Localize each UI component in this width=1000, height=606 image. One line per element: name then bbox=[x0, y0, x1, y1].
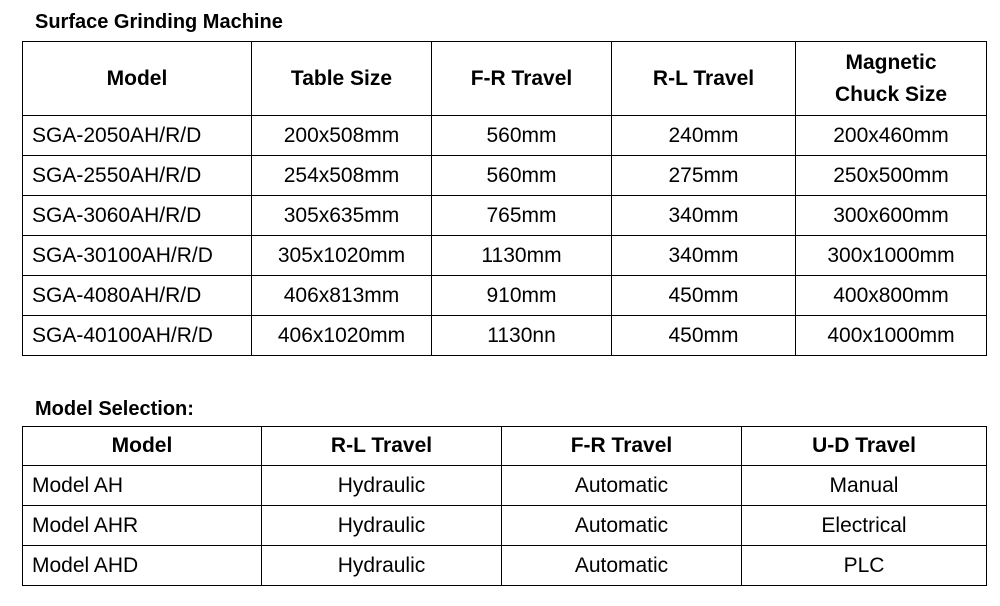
header-model: Model bbox=[23, 427, 262, 466]
header-fr-travel: F-R Travel bbox=[502, 427, 742, 466]
table-row bbox=[23, 116, 987, 156]
cell-model: Model AHD bbox=[23, 546, 262, 586]
cell-chuck-size: 200x460mm bbox=[796, 116, 987, 156]
cell-model: SGA-2550AH/R/D bbox=[23, 156, 252, 196]
cell-rl-travel: 240mm bbox=[612, 116, 796, 156]
table-row bbox=[23, 236, 987, 276]
table-header-row bbox=[23, 427, 987, 466]
cell-model: SGA-4080AH/R/D bbox=[23, 276, 252, 316]
cell-chuck-size: 300x1000mm bbox=[796, 236, 987, 276]
header-table-size: Table Size bbox=[252, 42, 432, 116]
header-rl-travel: R-L Travel bbox=[262, 427, 502, 466]
cell-chuck-size: 400x800mm bbox=[796, 276, 987, 316]
cell-model: SGA-30100AH/R/D bbox=[23, 236, 252, 276]
cell-table-size: 305x1020mm bbox=[252, 236, 432, 276]
cell-fr-travel: Automatic bbox=[502, 466, 742, 506]
cell-fr-travel: 1130nn bbox=[432, 316, 612, 356]
surface-grinding-table bbox=[22, 41, 987, 356]
cell-chuck-size: 300x600mm bbox=[796, 196, 987, 236]
table-row bbox=[23, 546, 987, 586]
header-fr-travel: F-R Travel bbox=[432, 42, 612, 116]
header-model: Model bbox=[23, 42, 252, 116]
cell-fr-travel: 560mm bbox=[432, 156, 612, 196]
cell-model: SGA-40100AH/R/D bbox=[23, 316, 252, 356]
model-selection-title: Model Selection: bbox=[35, 398, 194, 420]
cell-table-size: 406x1020mm bbox=[252, 316, 432, 356]
cell-fr-travel: 765mm bbox=[432, 196, 612, 236]
header-chuck-line2: Chuck Size bbox=[834, 82, 948, 106]
cell-rl-travel: Hydraulic bbox=[262, 466, 502, 506]
table-row bbox=[23, 196, 987, 236]
table-row bbox=[23, 276, 987, 316]
cell-ud-travel: PLC bbox=[742, 546, 987, 586]
cell-rl-travel: 340mm bbox=[612, 236, 796, 276]
header-rl-travel: R-L Travel bbox=[612, 42, 796, 116]
cell-model: Model AHR bbox=[23, 506, 262, 546]
cell-table-size: 254x508mm bbox=[252, 156, 432, 196]
cell-model: Model AH bbox=[23, 466, 262, 506]
table-row bbox=[23, 316, 987, 356]
cell-table-size: 406x813mm bbox=[252, 276, 432, 316]
cell-chuck-size: 400x1000mm bbox=[796, 316, 987, 356]
header-chuck-line1: Magnetic bbox=[845, 50, 937, 74]
header-magnetic-chuck-size bbox=[796, 42, 987, 116]
cell-rl-travel: 450mm bbox=[612, 316, 796, 356]
cell-table-size: 305x635mm bbox=[252, 196, 432, 236]
cell-chuck-size: 250x500mm bbox=[796, 156, 987, 196]
cell-fr-travel: 560mm bbox=[432, 116, 612, 156]
cell-rl-travel: 450mm bbox=[612, 276, 796, 316]
cell-rl-travel: 340mm bbox=[612, 196, 796, 236]
surface-grinding-title: Surface Grinding Machine bbox=[35, 11, 283, 33]
cell-table-size: 200x508mm bbox=[252, 116, 432, 156]
cell-fr-travel: Automatic bbox=[502, 546, 742, 586]
cell-fr-travel: 910mm bbox=[432, 276, 612, 316]
model-selection-table bbox=[22, 426, 987, 586]
cell-ud-travel: Manual bbox=[742, 466, 987, 506]
cell-rl-travel: Hydraulic bbox=[262, 546, 502, 586]
cell-rl-travel: 275mm bbox=[612, 156, 796, 196]
table-row bbox=[23, 506, 987, 546]
table-row bbox=[23, 466, 987, 506]
cell-ud-travel: Electrical bbox=[742, 506, 987, 546]
cell-fr-travel: 1130mm bbox=[432, 236, 612, 276]
cell-model: SGA-2050AH/R/D bbox=[23, 116, 252, 156]
cell-fr-travel: Automatic bbox=[502, 506, 742, 546]
cell-model: SGA-3060AH/R/D bbox=[23, 196, 252, 236]
header-ud-travel: U-D Travel bbox=[742, 427, 987, 466]
cell-rl-travel: Hydraulic bbox=[262, 506, 502, 546]
table-header-row bbox=[23, 42, 987, 116]
table-row bbox=[23, 156, 987, 196]
